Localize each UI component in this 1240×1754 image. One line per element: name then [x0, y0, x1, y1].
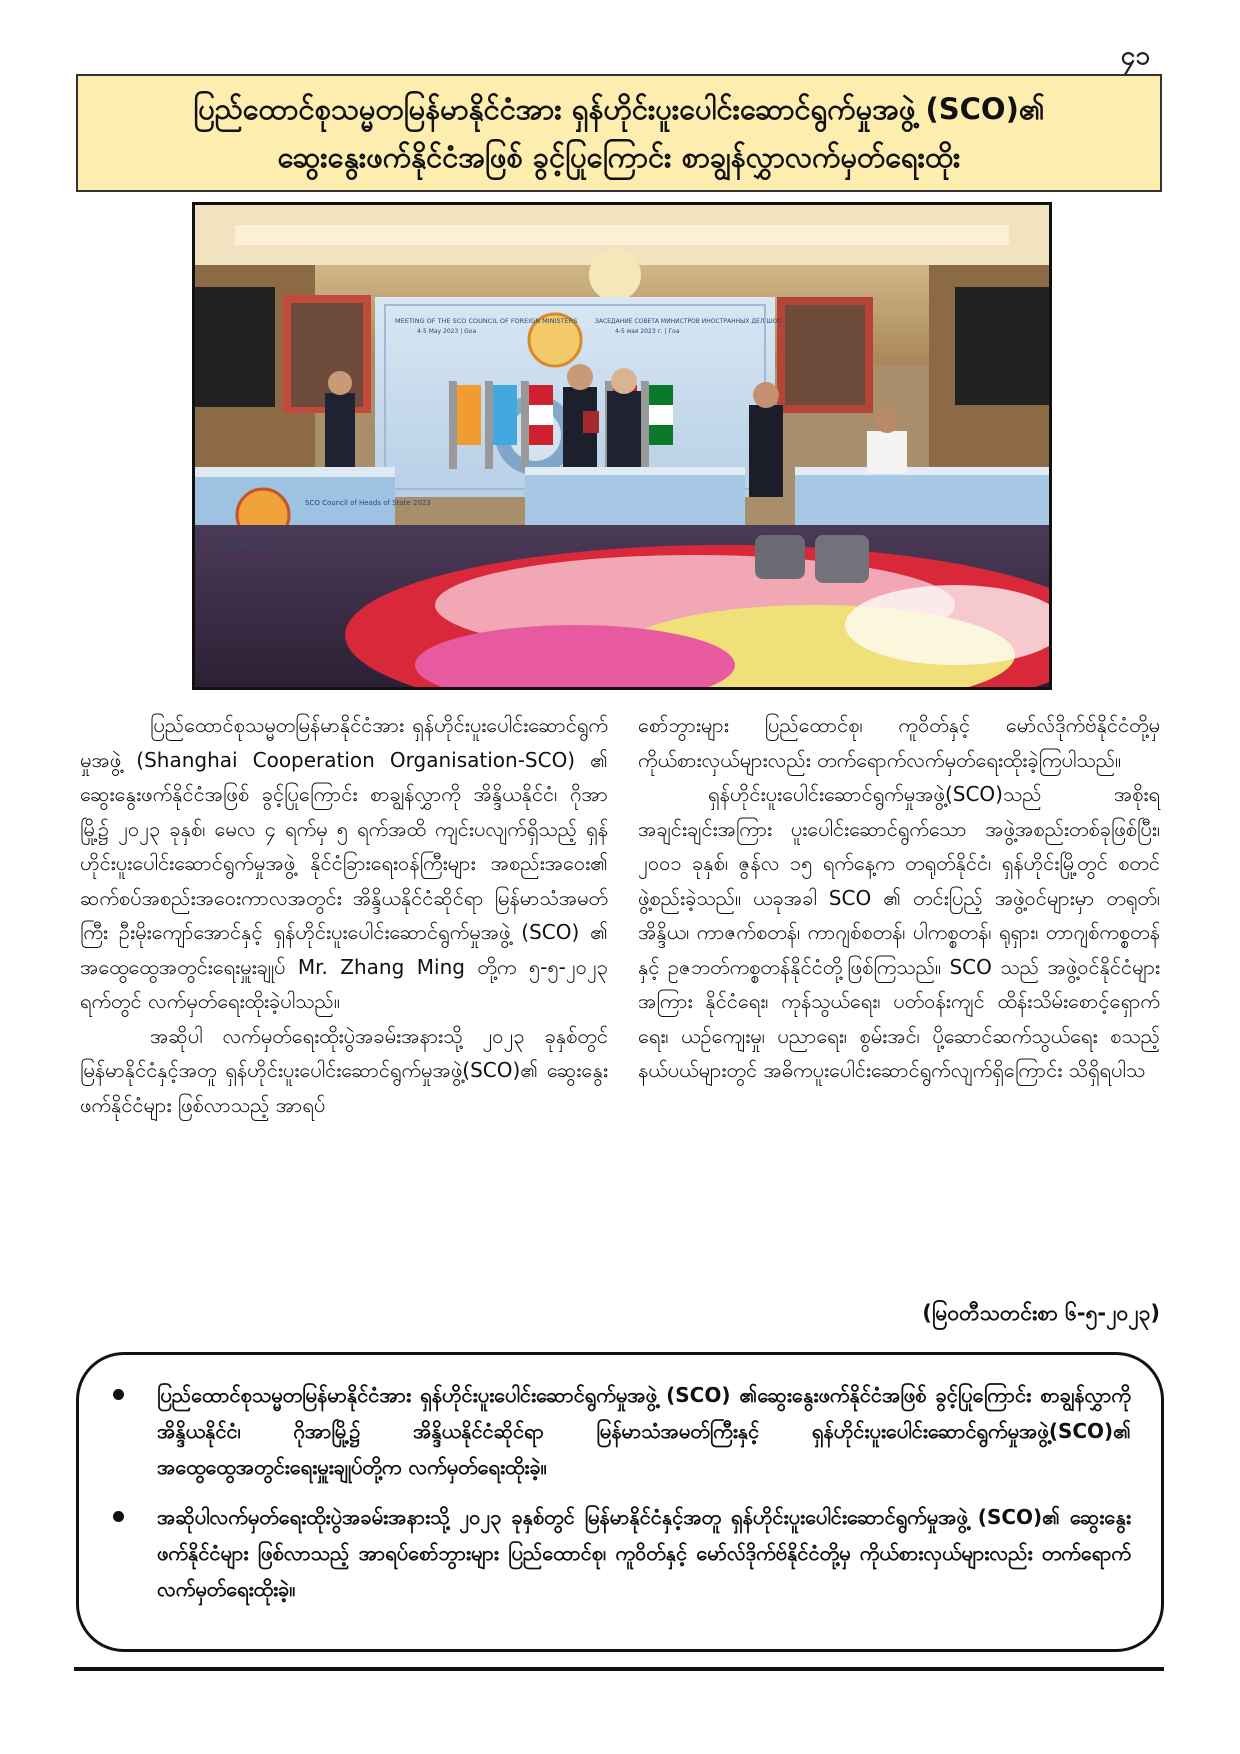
bullet-dot-icon	[109, 1389, 135, 1400]
article-paragraph-2: အဆိုပါ လက်မှတ်ရေးထိုးပွဲအခမ်းအနားသို့ ၂၀၂၃ ခုနှစ်တွင် မြန်မာနိုင်ငံနှင့်အတူ ရှန်ဟိုင်းပူးပေါင်းဆောင်ရွက်မှုအဖွဲ့(SCO)၏ ဆွေးနွေးဖက်နိုင်ငံများ ဖြစ်လာသည့် အာရပ်	[80, 1023, 608, 1117]
backdrop-right-date: 4-5 мая 2023 г. | Гоа	[615, 328, 680, 335]
headline-box	[76, 74, 1162, 192]
news-source: (မြဝတီသတင်းစာ ၆-၅-၂၀၂၃)	[922, 1301, 1160, 1325]
summary-bullet-text: ပြည်ထောင်စုသမ္မတမြန်မာနိုင်ငံအား ရှန်ဟိုင်းပူးပေါင်းဆောင်ရွက်မှုအဖွဲ့ (SCO) ၏ဆွေးနွေးဖက်နိုင်ငံအဖြစ် ခွင့်ပြုကြောင်း စာချွန်လွှာကို အိန္ဒိယနိုင်ငံ၊ ဂိုအာမြို့၌ အိန္ဒိယနိုင်ငံဆိုင်ရာ မြန်မာသံအမတ်ကြီးနှင့် ရှန်ဟိုင်းပူးပေါင်းဆောင်ရွက်မှုအဖွဲ့(SCO)၏ အထွေထွေအတွင်းရေးမှူးချုပ်တို့က လက်မှတ်ရေးထိုးခဲ့။	[157, 1383, 1131, 1479]
article-paragraph-3: ရှန်ဟိုင်းပူးပေါင်းဆောင်ရွက်မှုအဖွဲ့(SCO)သည် အစိုးရအချင်းချင်းအကြား ပူးပေါင်းဆောင်ရွက်သော အဖွဲ့အစည်းတစ်ခုဖြစ်ပြီး၊ ၂၀၀၁ ခုနှစ်၊ ဇွန်လ ၁၅ ရက်နေ့က တရုတ်နိုင်ငံ၊ ရှန်ဟိုင်းမြို့တွင် စတင်ဖွဲ့စည်းခဲ့သည်။ ယခုအခါ SCO ၏ တင်းပြည့် အဖွဲ့ဝင်များမှာ တရုတ်၊ အိန္ဒိယ၊ ကာဇက်စတန်၊ ကာဂျစ်စတန်၊ ပါကစ္စတန်၊ ရုရှား၊ တာဂျစ်ကစ္စတန်နှင့် ဥဇဘတ်ကစ္စတန်နိုင်ငံတို့ဖြစ်ကြသည်။ SCO သည် အဖွဲ့ဝင်နိုင်ငံများအကြား နိုင်ငံရေး၊ ကုန်သွယ်ရေး၊ ပတ်ဝန်းကျင် ထိန်းသိမ်းစောင့်ရှောက်ရေး၊ ယဉ်ကျေးမှု၊ ပညာရေး၊ စွမ်းအင်၊ ပို့ဆောင်ဆက်သွယ်ရေး စသည့်နယ်ပယ်များတွင် အဓိကပူးပေါင်းဆောင်ရွက်လျက်ရှိကြောင်း သိရှိရပါသ	[638, 782, 1160, 1082]
page-number: ၄၁	[1120, 41, 1150, 71]
backdrop-left-date: 4-5 May 2023 | Goa	[417, 328, 477, 335]
backdrop-left-text: MEETING OF THE SCO COUNCIL OF FOREIGN MINISTERS	[395, 317, 578, 325]
headline-line-1: ပြည်ထောင်စုသမ္မတမြန်မာနိုင်ငံအား ရှန်ဟိုင်းပူးပေါင်းဆောင်ရွက်မှုအဖွဲ့ (SCO)၏	[193, 92, 1045, 126]
summary-bullet-text: အဆိုပါလက်မှတ်ရေးထိုးပွဲအခမ်းအနားသို့ ၂၀၂၃ ခုနှစ်တွင် မြန်မာနိုင်ငံနှင့်အတူ ရှန်ဟိုင်းပူးပေါင်းဆောင်ရွက်မှုအဖွဲ့ (SCO)၏ ဆွေးနွေးဖက်နိုင်ငံများ ဖြစ်လာသည့် အာရပ်စော်ဘွားများ ပြည်ထောင်စု၊ ကူဝိတ်နှင့် မော်လ်ဒိုက်ဗ်နိုင်ငံတို့မှ ကိုယ်စားလှယ်များလည်း တက်ရောက်လက်မှတ်ရေးထိုးခဲ့။	[157, 1505, 1131, 1601]
summary-box	[76, 1352, 1164, 1652]
article-column-right	[638, 708, 1160, 1088]
backdrop-right-text: ЗАСЕДАНИЕ СОВЕТА МИНИСТРОВ ИНОСТРАННЫХ ДЕЛ ШОС	[595, 318, 782, 325]
article-paragraph-2-continued: စော်ဘွားများ ပြည်ထောင်စု၊ ကူဝိတ်နှင့် မော်လ်ဒိုက်ဗ်နိုင်ငံတို့မှ ကိုယ်စားလှယ်များလည်း တက်ရောက်လက်မှတ်ရေးထိုးခဲ့ကြပါသည်။	[638, 713, 1160, 772]
summary-bullet	[109, 1377, 1131, 1485]
secure-sco-text: SECURE SCO	[225, 541, 271, 549]
bottom-divider	[74, 1667, 1164, 1671]
summary-bullet	[109, 1499, 1131, 1607]
headline-line-2: ဆွေးနွေးဖက်နိုင်ငံအဖြစ် ခွင့်ပြုကြောင်း စာချွန်လွှာလက်မှတ်ရေးထိုး	[277, 140, 961, 174]
article-column-left	[80, 708, 608, 1122]
bullet-dot-icon	[109, 1511, 135, 1522]
signing-ceremony-photo	[192, 202, 1052, 690]
article-paragraph-1: ပြည်ထောင်စုသမ္မတမြန်မာနိုင်ငံအား ရှန်ဟိုင်းပူးပေါင်းဆောင်ရွက်မှုအဖွဲ့ (Shanghai Cooperation Organisation-SCO) ၏ ဆွေးနွေးဖက်နိုင်ငံအဖြစ် ခွင့်ပြုကြောင်း စာချွန်လွှာကို အိန္ဒိယနိုင်ငံ၊ ဂိုအာမြို့၌ ၂၀၂၃ ခုနှစ်၊ မေလ ၄ ရက်မှ ၅ ရက်အထိ ကျင်းပလျက်ရှိသည့် ရှန်ဟိုင်းပူးပေါင်းဆောင်ရွက်မှုအဖွဲ့ နိုင်ငံခြားရေးဝန်ကြီးများ အစည်းအဝေး၏ ဆက်စပ်အစည်းအဝေးကာလအတွင်း အိန္ဒိယနိုင်ငံဆိုင်ရာ မြန်မာသံအမတ်ကြီး ဦးမိုးကျော်အောင်နှင့် ရှန်ဟိုင်းပူးပေါင်းဆောင်ရွက်မှုအဖွဲ့ (SCO) ၏ အထွေထွေအတွင်းရေးမှူးချုပ် Mr. Zhang Ming တို့က ၅-၅-၂၀၂၃ ရက်တွင် လက်မှတ်ရေးထိုးခဲ့ပါသည်။	[80, 713, 608, 1013]
desk-banner-text: SCO Council of Heads of State 2023	[305, 499, 431, 507]
